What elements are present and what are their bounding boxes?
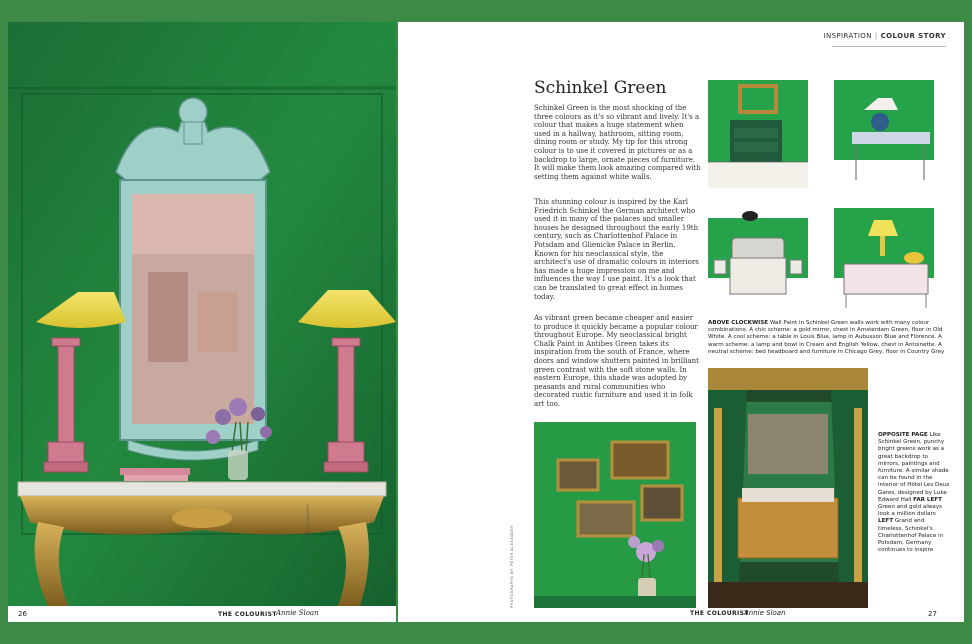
page-number-right: 27 (928, 610, 937, 618)
caption-far-left-lead: FAR LEFT (913, 496, 942, 503)
caption-opposite-text: Like Schinkel Green, punchy bright greens work as a great backdrop to mirrors, paintings and furniture. A similar shade can be found in the interior of Hôtel Les Deux Gares, designed by Luke Edward Hall (878, 432, 950, 503)
book-stack (120, 468, 190, 475)
paragraph-2: This stunning colour is inspired by the Karl Friedrich Schinkel the German architect who used it in many of the palaces and smaller houses he designed throughout the early 19th century, such as Charlottenhof Palace in Potsdam and Glienicke Palace in Berlin. Known for his neoclassical style, the architect's use of dramatic colours in interiors has made a huge impression on me and influences the way I use paint. It's a look that can be translated to great effect in homes today. (534, 198, 699, 301)
sketch-grey-bed (708, 208, 808, 312)
left-photo-credit: PHOTOGRAPH BY: PETER ALEXANDER (306, 503, 310, 584)
sketch-gold-mirror-chest (708, 80, 808, 188)
photo-gallery-wall (534, 422, 696, 608)
caption-left-text: Grand and timeless, Schinkel's Charlottenhof Palace in Potsdam, Germany continues to inspire (878, 518, 944, 554)
left-footer (8, 606, 396, 622)
header-subsection: COLOUR STORY (880, 32, 946, 40)
article-title: Schinkel Green (534, 78, 667, 98)
right-page (398, 22, 964, 622)
photo-palace-bedroom (708, 368, 868, 608)
brand-left: THE COLOURIST (218, 611, 277, 618)
right-photo-credit: PHOTOGRAPHS BY: PETER ALEXANDER (510, 524, 514, 608)
caption-opposite-page (878, 432, 950, 554)
signature-left: Annie Sloan (276, 609, 319, 617)
caption-far-left-text: Green and gold always look a million dollars (878, 504, 943, 518)
left-page (8, 22, 396, 622)
paragraph-1: Schinkel Green is the most shocking of the three colours as it's so vibrant and lively. It's a colour that makes a huge statement when used in a hallway, bathroom, sitting room, dining room or study. My tip for this strong colour is to use it covered in pictures or as a backdrop to large, ornate pieces of furniture. It will make them look amazing compared with setting them against white walls. (534, 104, 701, 181)
header-rule (832, 46, 946, 47)
brand-right: THE COLOURIST (690, 610, 749, 617)
hero-photo-mirror-console (8, 22, 396, 606)
sketch-blue-table-lamp (834, 80, 934, 188)
hero-photo-illustration (8, 22, 396, 606)
page-number-left: 26 (18, 610, 27, 618)
section-header: INSPIRATION | COLOUR STORY (823, 32, 946, 40)
caption-above-text: Wall Paint in Schinkel Green walls work with many colour combinations. A chic scheme: a gold mirror, chest in Amsterdam Green, floor in Old White. A cool scheme: a table in Louis Blue, lamp in Aubusson Blue and Florence. A warm scheme: a lamp and bowl in Cream and English Yellow, chest in Antoinette. A neutral scheme: bed headboard and furniture in Chicago Grey, floor in Country Grey (708, 320, 945, 355)
caption-opposite-lead: OPPOSITE PAGE (878, 432, 928, 438)
caption-left-lead: LEFT (878, 518, 894, 525)
caption-above-clockwise (708, 320, 948, 356)
paragraph-3: As vibrant green became cheaper and easier to produce it quickly became a popular colour throughout Europe. My neoclassical bright Chalk Paint in Antibes Green takes its inspiration from the south of France, where doors and window shutters painted in brilliant green contrast with the soft stone walls. In eastern Europe, this shade was adopted by peasants and rural communities who decorated rustic furniture and used it in folk art too. (534, 314, 699, 408)
header-section: INSPIRATION (823, 32, 872, 40)
signature-right: Annie Sloan (744, 609, 786, 617)
sketch-yellow-lamp-chest (834, 208, 934, 312)
caption-above-lead: ABOVE CLOCKWISE (708, 320, 769, 326)
